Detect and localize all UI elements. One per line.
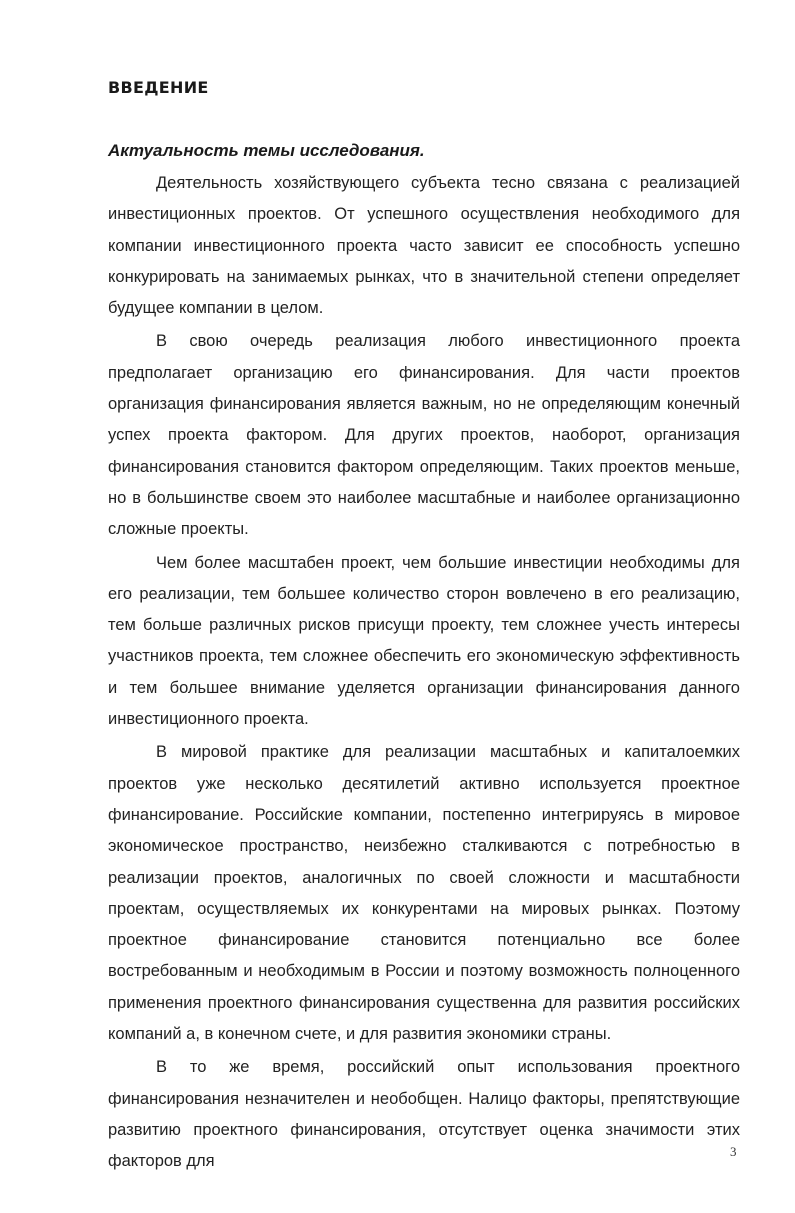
paragraph-3: Чем более масштабен проект, чем большие инвестиции необходимы для его реализации, тем большее количество сторон вовлечено в его реализацию, тем больше различных рисков присущи проекту, тем сложнее учесть интересы участников проекта, тем сложнее обеспечить его экономическую эффективность и тем большее внимание уделяется организации финансирования данного инвестиционного проекта. (108, 553, 740, 729)
paragraph-4: В мировой практике для реализации масштабных и капиталоемких проектов уже несколько десятилетий активно используется проектное финансирование. Российские компании, постепенно интегрируясь в мировое экономическое пространство, неизбежно сталкиваются с потребностью в реализации проектов, аналогичных по своей сложности и масштабности проектам, осуществляемых их конкурентами на мировых рынках. Поэтому проектное финансирование становится потенциально все более востребованным и необходимым в России и поэтому возможность полноценного применения проектного финансирования существенна для развития российских компаний а, в конечном счете, и для развития экономики страны. (108, 743, 740, 1044)
paragraph-2: В свою очередь реализация любого инвестиционного проекта предполагает организацию его финансирования. Для части проектов организация финансирования является важным, но не определяющим конечный успех проекта фактором. Для других проектов, наоборот, организация финансирования становится фактором определяющим. Таких проектов меньше, но в большинстве своем это наиболее масштабные и наиболее организационно сложные проекты. (108, 332, 740, 539)
page-number: 3 (730, 1144, 737, 1159)
paragraph-1: Деятельность хозяйствующего субъекта тесно связана с реализацией инвестиционных проектов. От успешного осуществления необходимого для компании инвестиционного проекта часто зависит ее способность успешно конкурировать на занимаемых рынках, что в значительной степени определяет будущее компании в целом. (108, 174, 740, 318)
body-text (108, 168, 740, 1180)
section-heading: ВВЕДЕНИЕ (108, 78, 209, 97)
subsection-heading: Актуальность темы исследования. (108, 141, 425, 160)
paragraph-5: В то же время, российский опыт использования проектного финансирования незначителен и необобщен. Налицо факторы, препятствующие развитию проектного финансирования, отсутствует оценка значимости этих факторов для (108, 1058, 740, 1171)
